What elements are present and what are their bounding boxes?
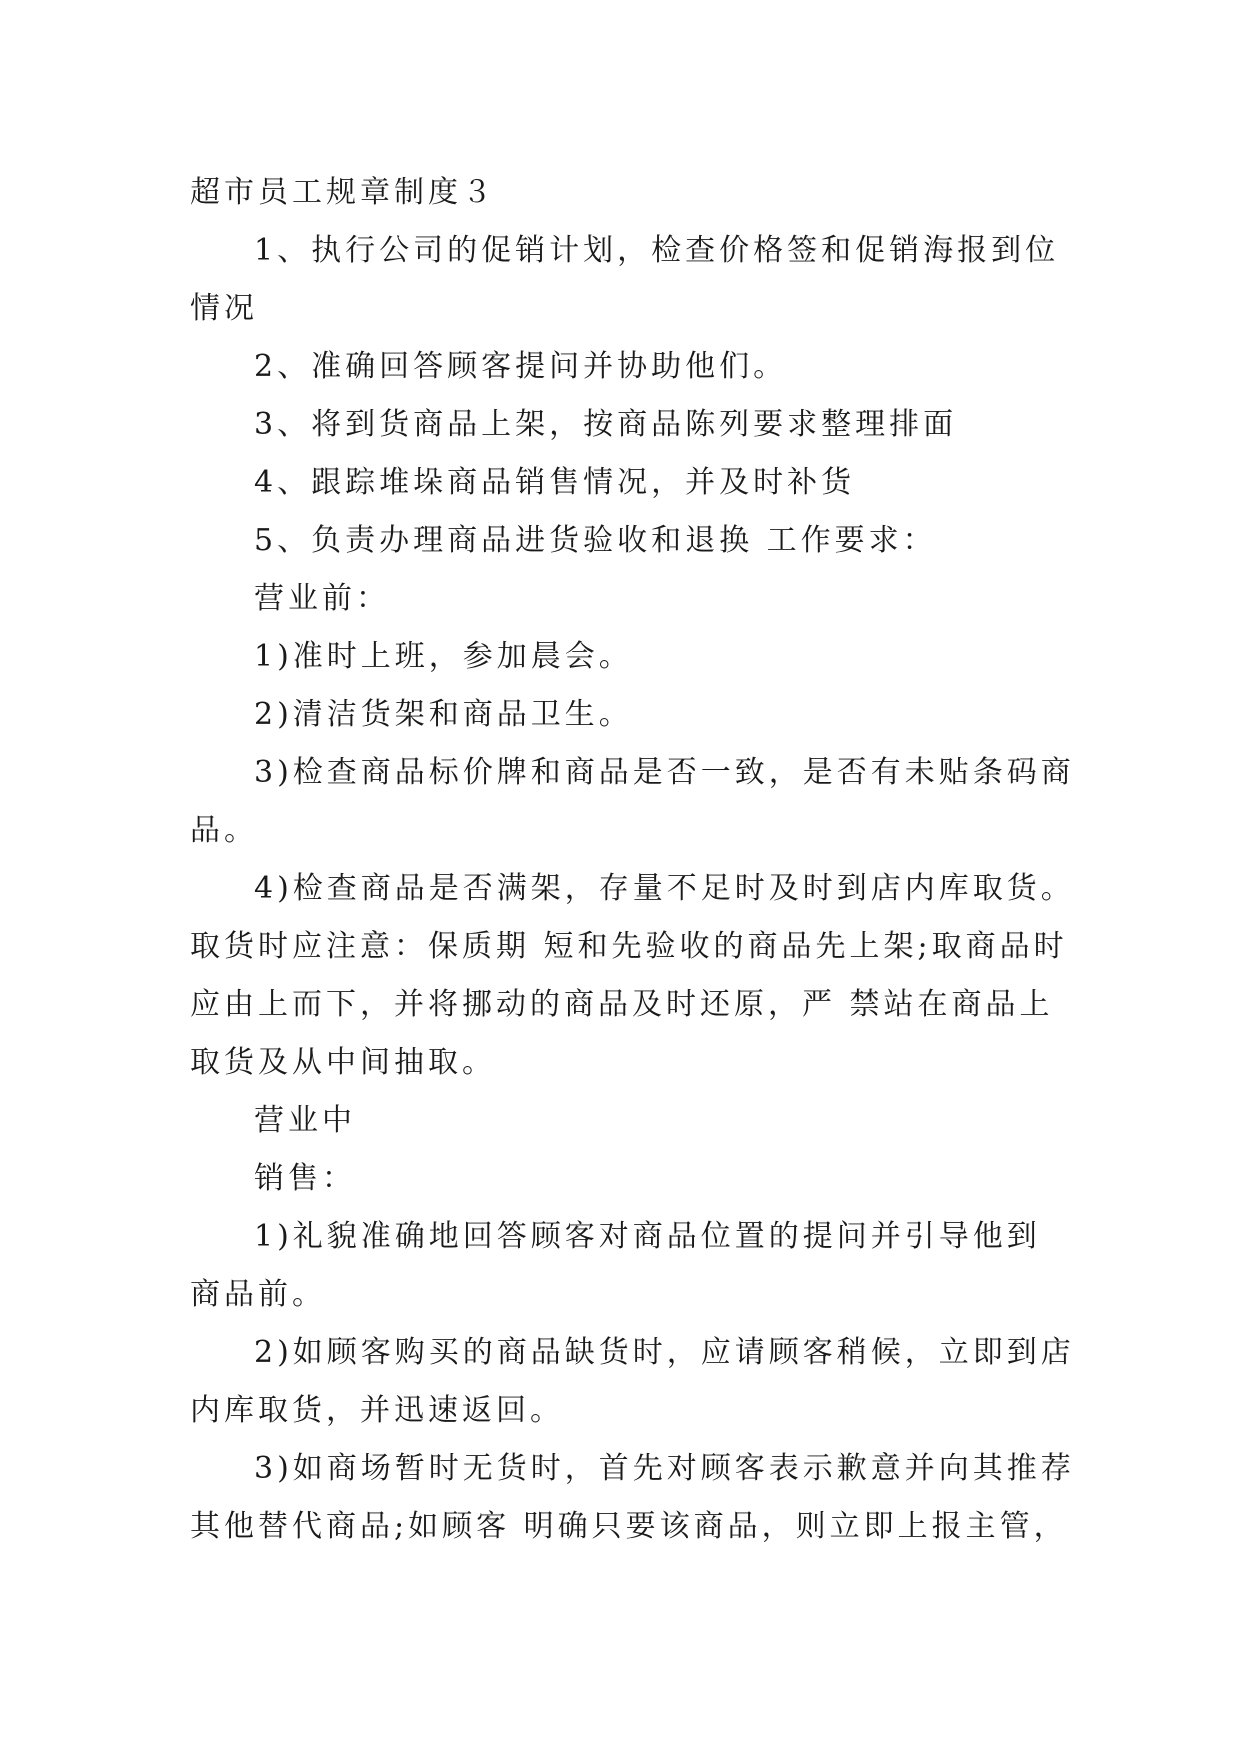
paragraph-line: 1)礼貌准确地回答顾客对商品位置的提问并引导他到 [254,1219,1041,1254]
paragraph-line: 商品前。 [190,1277,326,1312]
paragraph-line: 2)如顾客购买的商品缺货时，应请顾客稍候，立即到店 [254,1335,1075,1370]
paragraph-line: 取货时应注意：保质期 短和先验收的商品先上架;取商品时 [190,929,1068,964]
paragraph-line: 5、负责办理商品进货验收和退换 工作要求： [254,523,937,558]
paragraph-line: 内库取货，并迅速返回。 [190,1393,564,1428]
section-heading: 营业前： [254,581,390,616]
paragraph-line: 品。 [190,813,258,848]
paragraph-line: 2)清洁货架和商品卫生。 [254,697,633,732]
paragraph-line: 其他替代商品;如顾客 明确只要该商品，则立即上报主管， [190,1509,1068,1544]
paragraph-line: 1、执行公司的促销计划，检查价格签和促销海报到位 [254,233,1060,268]
paragraph-line: 1)准时上班，参加晨会。 [254,639,633,674]
document-title: 超市员工规章制度３ [190,175,496,210]
section-heading: 营业中 [254,1103,356,1138]
paragraph-line: 情况 [190,291,258,326]
section-heading: 销售： [254,1161,356,1196]
paragraph-line: 取货及从中间抽取。 [190,1045,496,1080]
paragraph-line: 3、将到货商品上架，按商品陈列要求整理排面 [254,407,958,442]
paragraph-line: 应由上而下，并将挪动的商品及时还原，严 禁站在商品上 [190,987,1054,1022]
paragraph-line: 3)如商场暂时无货时，首先对顾客表示歉意并向其推荐 [254,1451,1075,1486]
paragraph-line: 4)检查商品是否满架，存量不足时及时到店内库取货。 [254,871,1075,906]
paragraph-line: 3)检查商品标价牌和商品是否一致，是否有未贴条码商 [254,755,1075,790]
paragraph-line: 4、跟踪堆垛商品销售情况，并及时补货 [254,465,856,500]
paragraph-line: 2、准确回答顾客提问并协助他们。 [254,349,788,384]
document-body [190,164,1075,1556]
